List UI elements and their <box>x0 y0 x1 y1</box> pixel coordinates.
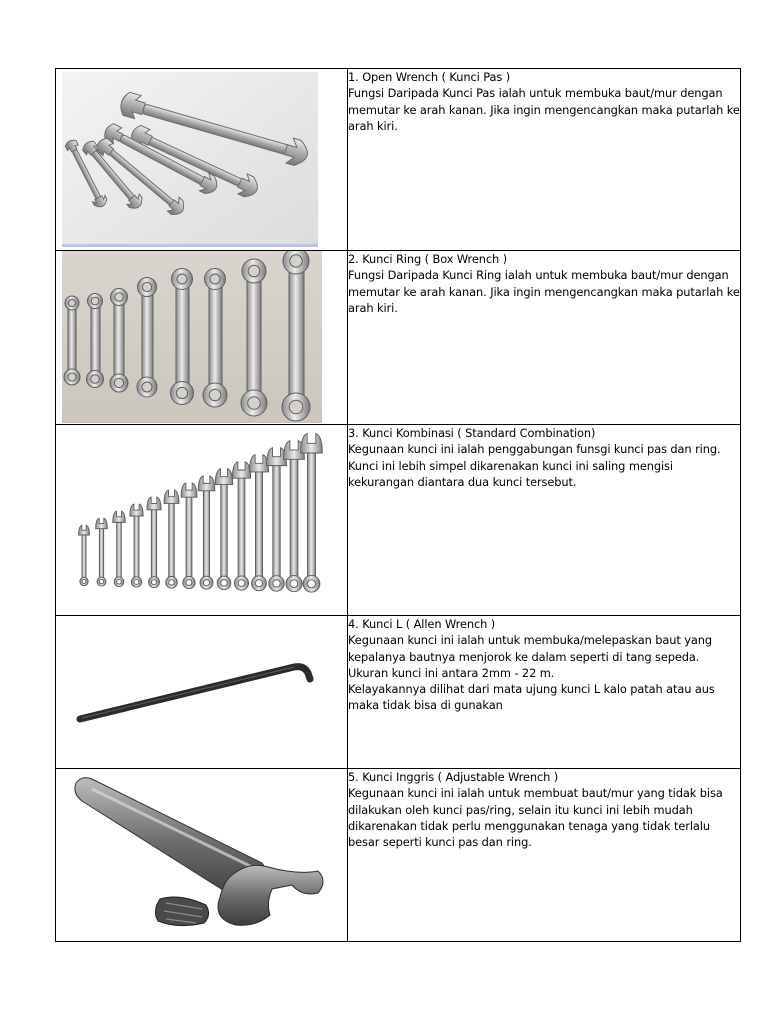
table-row <box>56 425 741 616</box>
table-row <box>56 616 741 769</box>
image-cell <box>56 251 348 425</box>
image-cell <box>56 425 348 616</box>
allen-wrench-icon <box>62 617 347 767</box>
combination-wrench-set-icon <box>62 427 347 614</box>
table-row <box>56 769 741 942</box>
wrench-table <box>55 68 741 942</box>
description-cell <box>348 69 741 251</box>
item-description: Kegunaan kunci ini ialah penggabungan funsgi kunci pas dan ring. Kunci ini lebih simpel dikarenakan kunci ini saling mengisi kekurangan diantara dua kunci tersebut. <box>348 442 721 489</box>
item-title: 1. Open Wrench ( Kunci Pas ) <box>348 70 511 84</box>
image-cell <box>56 769 348 942</box>
table-row <box>56 251 741 425</box>
open-wrench-set-icon <box>62 72 347 247</box>
image-cell <box>56 69 348 251</box>
item-description: Kegunaan kunci ini ialah untuk membuat baut/mur yang tidak bisa dilakukan oleh kunci pas/ring, selain itu kunci ini lebih mudah dikarenakan tidak perlu menggunakan tenaga yang tidak terlalu besar seperti kunci pas dan ring. <box>348 786 723 850</box>
description-cell <box>348 251 741 425</box>
adjustable-wrench-icon <box>62 771 347 941</box>
item-note: Kelayakannya dilihat dari mata ujung kunci L kalo patah atau aus maka tidak bisa di gunakan <box>348 682 715 713</box>
box-wrench-set-icon <box>62 251 347 423</box>
item-size-range: Ukuran kunci ini antara 2mm - 22 m. <box>348 665 555 680</box>
table-row <box>56 69 741 251</box>
item-description: Fungsi Daripada Kunci Pas ialah untuk membuka baut/mur dengan memutar ke arah kanan. Jika ingin mengencangkan maka putarlah ke arah kiri. <box>348 86 740 133</box>
item-title: 2. Kunci Ring ( Box Wrench ) <box>348 252 508 266</box>
description-cell <box>348 616 741 769</box>
description-cell <box>348 425 741 616</box>
item-description: Kegunaan kunci ini ialah untuk membuka/melepaskan baut yang kepalanya bautnya menjorok ke dalam seperti di tang sepeda. <box>348 633 713 664</box>
description-cell <box>348 769 741 942</box>
item-title: 5. Kunci Inggris ( Adjustable Wrench ) <box>348 770 559 784</box>
item-title: 4. Kunci L ( Allen Wrench ) <box>348 617 496 631</box>
image-cell <box>56 616 348 769</box>
item-title: 3. Kunci Kombinasi ( Standard Combination) <box>348 426 596 440</box>
item-description: Fungsi Daripada Kunci Ring ialah untuk membuka baut/mur dengan memutar ke arah kanan. Jika ingin mengencangkan maka putarlah ke arah kiri. <box>348 268 740 315</box>
